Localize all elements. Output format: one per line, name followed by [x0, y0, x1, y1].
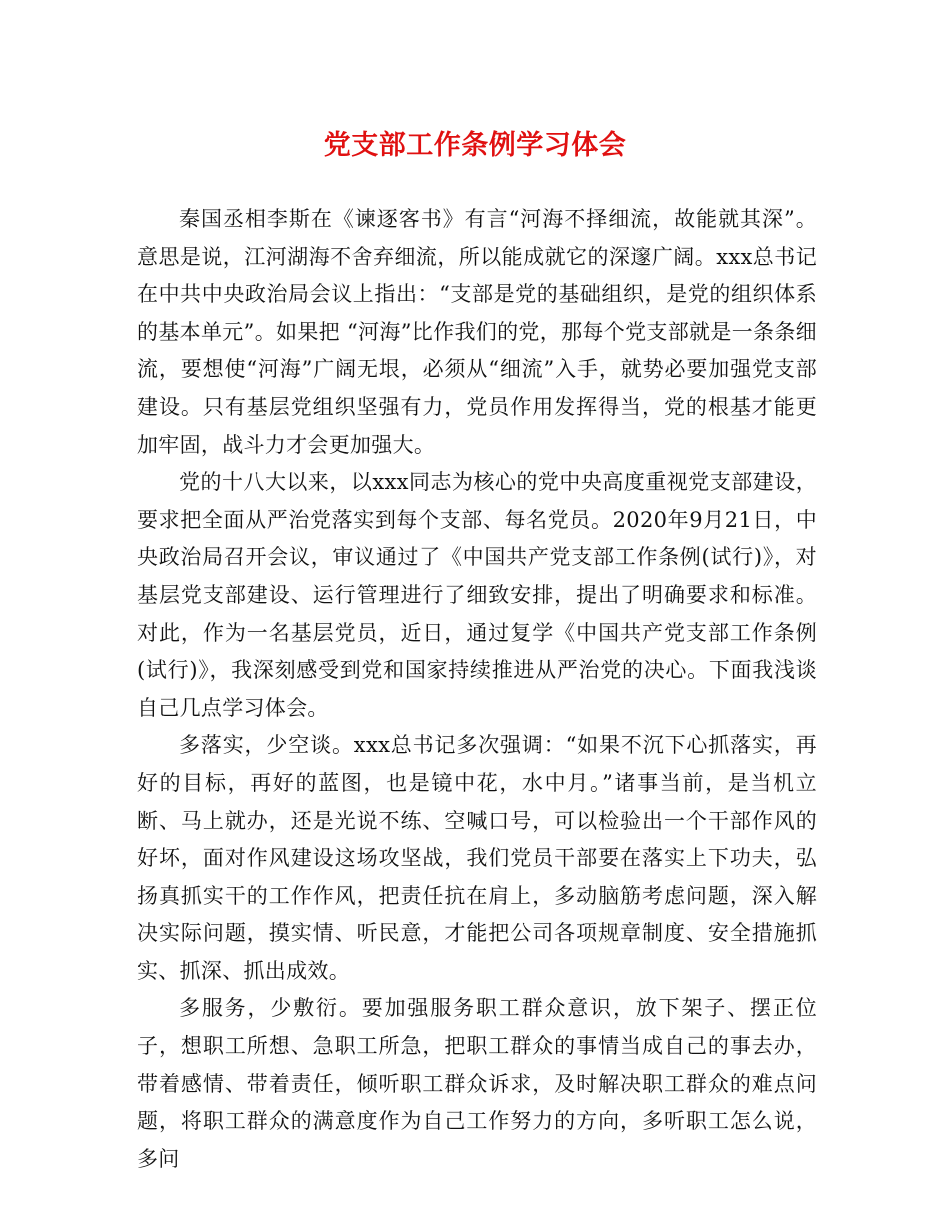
document-body — [137, 201, 817, 1178]
paragraph-1: 秦国丞相李斯在《谏逐客书》有言“河海不择细流，故能就其深”。意思是说，江河湖海不舍弃细流，所以能成就它的深邃广阔。xxx总书记在中共中央政治局会议上指出：“支部是党的基础组织，是党的组织体系的基本单元”。如果把 “河海”比作我们的党，那每个党支部就是一条条细流，要想使“河海”广阔无垠，必须从“细流”入手，就势必要加强党支部建设。只有基层党组织坚强有力，党员作用发挥得当，党的根基才能更加牢固，战斗力才会更加强大。 — [137, 207, 817, 457]
paragraph-4: 多服务，少敷衍。要加强服务职工群众意识，放下架子、摆正位子，想职工所想、急职工所急，把职工群众的事情当成自己的事去办，带着感情、带着责任，倾听职工群众诉求，及时解决职工群众的难点问题，将职工群众的满意度作为自己工作努力的方向，多听职工怎么说，多问 — [137, 996, 817, 1171]
document-title: 党支部工作条例学习体会 — [323, 130, 627, 161]
paragraph-3: 多落实，少空谈。xxx总书记多次强调：“如果不沉下心抓落实，再好的目标，再好的蓝图，也是镜中花，水中月。”诸事当前，是当机立断、马上就办，还是光说不练、空喊口号，可以检验出一个干部作风的好坏，面对作风建设这场攻坚战，我们党员干部要在落实上下功夫，弘扬真抓实干的工作作风，把责任抗在肩上，多动脑筋考虑问题，深入解决实际问题，摸实情、听民意，才能把公司各项规章制度、安全措施抓实、抓深、抓出成效。 — [137, 733, 817, 983]
paragraph-2: 党的十八大以来，以xxx同志为核心的党中央高度重视党支部建设，要求把全面从严治党落实到每个支部、每名党员。2020年9月21日，中央政治局召开会议，审议通过了《中国共产党支部工作条例(试行)》，对基层党支部建设、运行管理进行了细致安排，提出了明确要求和标准。对此，作为一名基层党员，近日，通过复学《中国共产党支部工作条例(试行)》，我深刻感受到党和国家持续推进从严治党的决心。下面我浅谈自己几点学习体会。 — [137, 470, 817, 720]
